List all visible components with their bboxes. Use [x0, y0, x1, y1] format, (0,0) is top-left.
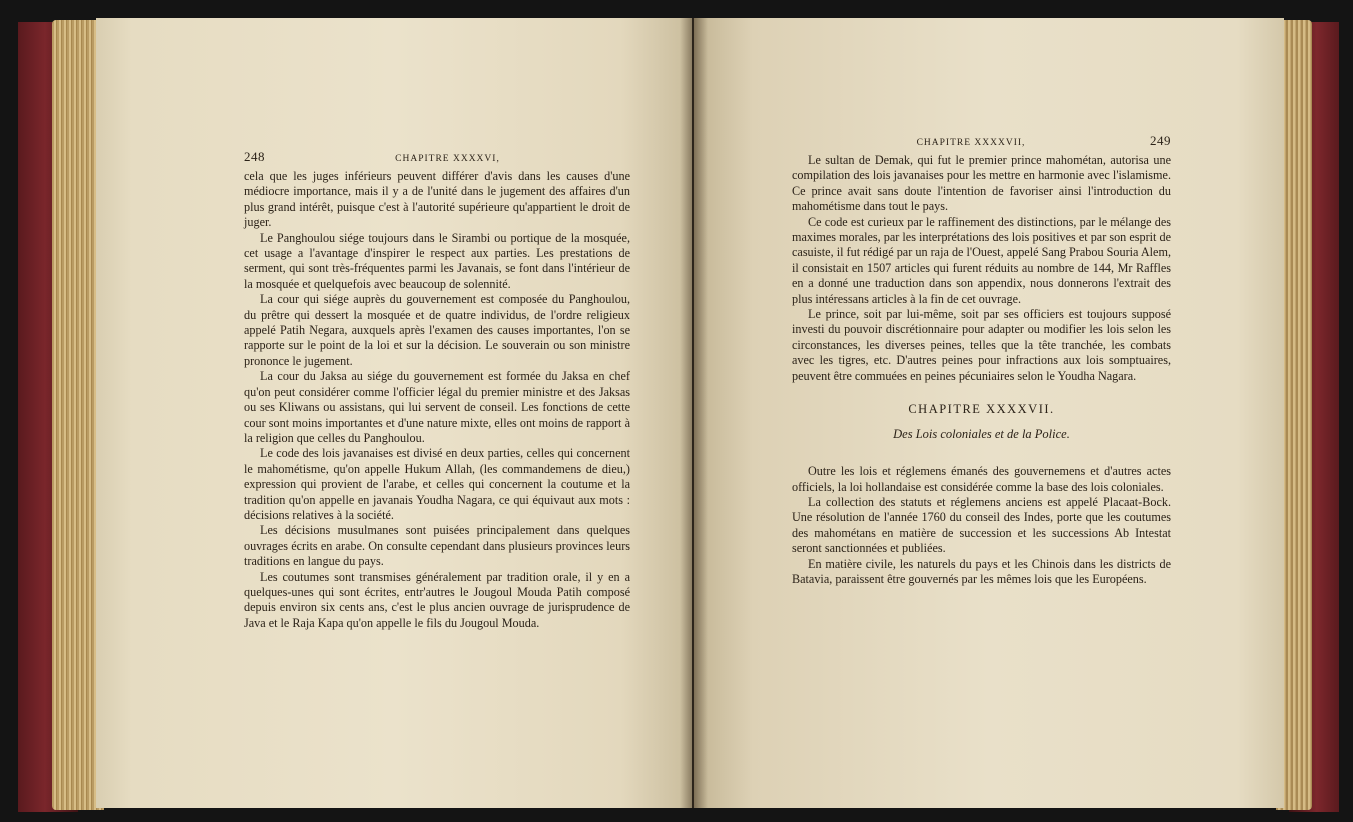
paragraph: Le sultan de Demak, qui fut le premier prince mahométan, autorisa une compilation des lois javanaises pour les mettre en harmonie avec l'islamisme. Ce prince avait sans doute l'intention de favoriser ainsi l'introduction du mahométisme dans tout le pays. — [792, 153, 1171, 214]
paragraph: Les coutumes sont transmises généralement par tradition orale, il y en a quelques-unes qui sont écrites, entr'autres le Jougoul Mouda Patih composé depuis environ six cents ans, c'est le plus ancien ouvrage de jurisprudence de Java et le Raja Kapa qu'on appelle le fils du Jougoul Mouda. — [244, 569, 630, 630]
right-page-body-bottom — [792, 464, 1171, 587]
right-running-head — [792, 133, 1171, 149]
left-running-head — [244, 149, 630, 165]
book-gutter — [680, 18, 708, 808]
paragraph: cela que les juges inférieurs peuvent différer d'avis dans les causes d'une médiocre importance, mais il y a de l'unité dans le jugement des affaires d'un plus grand intérêt, puisque c'est à l'autorité supérieure qu'appartient le droit de juger. — [244, 169, 630, 230]
left-page — [96, 18, 692, 808]
right-page-body-top — [792, 153, 1171, 384]
right-page-number: 249 — [1150, 133, 1171, 148]
left-page-body — [244, 169, 630, 631]
chapter-title: CHAPITRE XXXXVII. — [908, 402, 1055, 417]
chapter-subtitle: Des Lois coloniales et de la Police. — [893, 427, 1070, 442]
paragraph: Ce code est curieux par le raffinement des distinctions, par le mélange des maximes morales, par les interprétations des lois positives et par son esprit de casuiste, il fut rédigé par un raja de l'Ouest, appelé Sang Prabou Souria Alem, il consistait en 1507 articles qui furent réduits au nombre de 144, Mr Raffles en a donné une traduction dans son appendix, nous donnerons l'extrait des plus intéressans articles à la fin de cet ouvrage. — [792, 214, 1171, 306]
paragraph: Le prince, soit par lui-même, soit par ses officiers est toujours supposé investi du pouvoir discrétionnaire pour adapter ou modifier les lois selon les circonstances, les diverses peines, telles que la tête tranchée, les combats avec les tigres, etc. D'autres peines pour infractions aux lois somptuaires, peuvent être commuées en peines pécuniaires selon le Youdha Nagara. — [792, 307, 1171, 383]
right-chapter-head: CHAPITRE XXXXVII, — [916, 138, 1026, 148]
paragraph: La collection des statuts et réglemens anciens est appelé Placaat-Bock. Une résolution de l'année 1760 du conseil des Indes, porte que les coutumes des mahométans en matière de succession et les successions Ab Intestat seront sanctionnées et publiées. — [792, 494, 1171, 556]
paragraph: En matière civile, les naturels du pays et les Chinois dans les districts de Batavia, paraissent être gouvernés par les mêmes lois que les Européens. — [792, 556, 1171, 586]
paragraph: La cour du Jaksa au siége du gouvernement est formée du Jaksa en chef qu'on peut considérer comme l'officier légal du premier ministre et des Jaksas ou ses Kliwans ou assistans, qui lui servent de conseil. Les fonctions de cette cour sont moins importantes et d'une nature mixte, elles ont moins de rapport à la religion que celles du Panghoulou. — [244, 369, 630, 445]
paragraph: Le Panghoulou siége toujours dans le Sirambi ou portique de la mosquée, cet usage a l'avantage d'inspirer le respect aux parties. Les prestations de serment, qui sont très-fréquentes parmi les Javanais, se font dans l'intérieur de la mosquée et quelquefois avec beaucoup de solennité. — [244, 230, 630, 291]
left-page-number: 248 — [244, 149, 265, 164]
right-page — [694, 18, 1284, 808]
paragraph: Les décisions musulmanes sont puisées principalement dans quelques ouvrages écrits en arabe. On consulte cependant dans plusieurs provinces leurs traditions en langue du pays. — [244, 523, 630, 569]
left-chapter-head: CHAPITRE XXXXVI, — [395, 154, 500, 164]
paragraph: Outre les lois et réglemens émanés des gouvernemens et d'autres actes officiels, la loi hollandaise est considérée comme la base des lois coloniales. — [792, 464, 1171, 494]
paragraph: La cour qui siége auprès du gouvernement est composée du Panghoulou, du prêtre qui dessert la mosquée et de quatre individus, de l'ordre religieux appelé Patih Negara, auxquels après l'examen des causes importantes, l'on se rapporte sur le point de la loi et sur la décision. Le souverain ou son ministre prononce le jugement. — [244, 292, 630, 368]
paragraph: Le code des lois javanaises est divisé en deux parties, celles qui concernent le mahométisme, qu'on appelle Hukum Allah, (les commandemens de dieu,) expression qui provient de l'arabe, et celles qui concernent la coutume et la tradition qu'on appelle en javanais Youdha Nagara, ce qui équivaut aux mots : décisions relatives à la société. — [244, 446, 630, 522]
